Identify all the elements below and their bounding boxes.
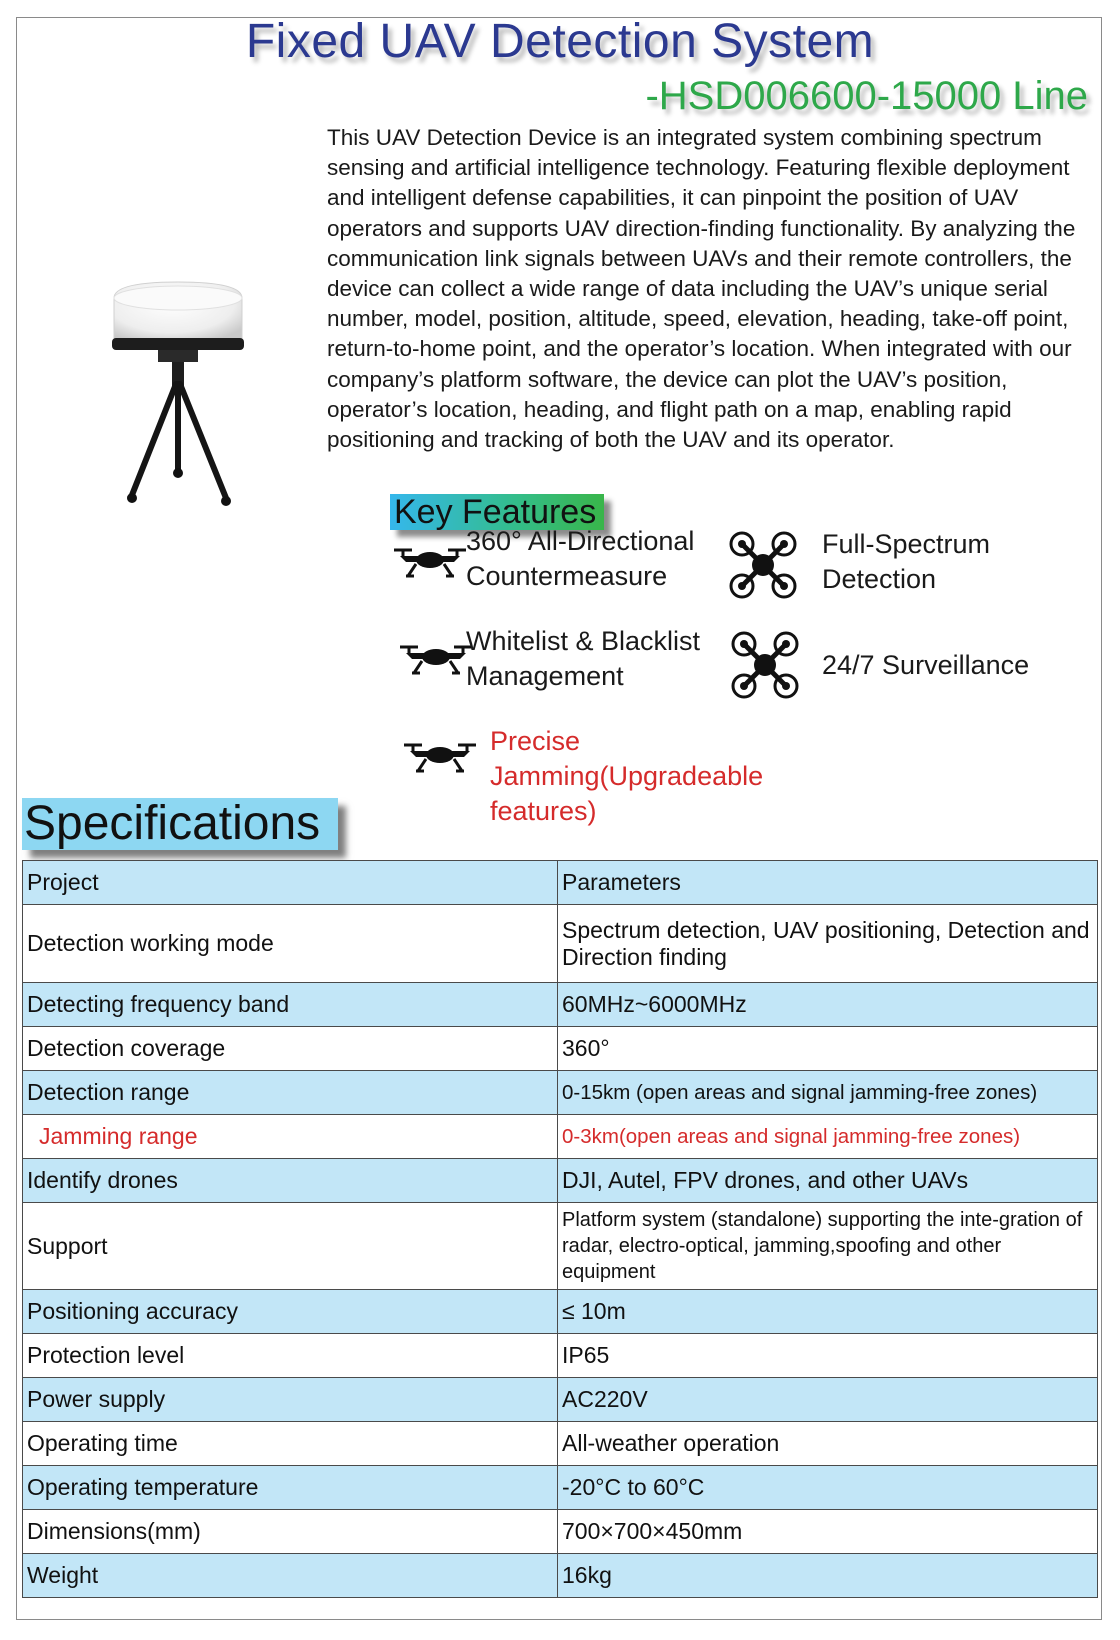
table-row <box>23 1378 1098 1422</box>
spec-project: Power supply <box>23 1378 558 1422</box>
table-row <box>23 1159 1098 1203</box>
table-row <box>23 1334 1098 1378</box>
spec-project: Protection level <box>23 1334 558 1378</box>
feature-whitelist-blacklist <box>398 624 700 694</box>
spec-project: Detection coverage <box>23 1027 558 1071</box>
spec-project: Dimensions(mm) <box>23 1510 558 1554</box>
spec-parameter: 360° <box>558 1027 1098 1071</box>
feature-label: features) <box>490 796 597 826</box>
table-row <box>23 1203 1098 1290</box>
detector-product-image <box>108 280 258 520</box>
spec-project: Operating temperature <box>23 1466 558 1510</box>
spec-project: Positioning accuracy <box>23 1290 558 1334</box>
specifications-heading: Specifications <box>22 798 338 850</box>
spec-project: Support <box>23 1203 558 1290</box>
spec-project: Detection range <box>23 1071 558 1115</box>
feature-360-countermeasure <box>392 526 695 594</box>
feature-full-spectrum <box>728 530 990 600</box>
table-row <box>23 1115 1098 1159</box>
column-header-parameters: Parameters <box>558 861 1098 905</box>
specifications-table <box>22 860 1098 1598</box>
feature-label: Precise <box>490 726 581 756</box>
key-features-heading: Key Features <box>390 494 604 530</box>
spec-project: Weight <box>23 1554 558 1598</box>
table-row <box>23 1071 1098 1115</box>
spec-project: Identify drones <box>23 1159 558 1203</box>
feature-24-7-surveillance <box>730 630 1029 700</box>
feature-precise-jamming <box>402 724 763 829</box>
spec-parameter: Platform system (standalone) supporting the inte-gration of radar, electro-optical, jamming,spoofing and other equipment <box>558 1203 1098 1290</box>
spec-project: Operating time <box>23 1422 558 1466</box>
model-line-subtitle: -HSD006600-15000 Line <box>645 74 1088 118</box>
table-row <box>23 905 1098 983</box>
product-description: This UAV Detection Device is an integrated system combining spectrum sensing and artificial intelligence technology. Featuring flexible deployment and intelligent defense capabilities, it can pinpoint the position of UAV operators and supports UAV direction-finding functionality. By analyzing the communication link signals between UAVs and their remote controllers, the device can collect a wide range of data including the UAV’s unique serial number, model, position, altitude, speed, elevation, heading, take-off point, return-to-home point, and the operator’s location. When integrated with our company’s platform software, the device can plot the UAV’s position, operator’s location, heading, and flight path on a map, enabling rapid positioning and tracking of both the UAV and its operator. <box>327 125 1076 453</box>
table-row <box>23 1554 1098 1598</box>
feature-label: 360° All-Directional <box>466 526 695 556</box>
spec-parameter: ≤ 10m <box>558 1290 1098 1334</box>
feature-label: Detection <box>822 564 937 594</box>
quadcopter-top-icon <box>730 630 800 700</box>
feature-label: Jamming(Upgradeable <box>490 761 764 791</box>
spec-parameter: IP65 <box>558 1334 1098 1378</box>
spec-project: Detection working mode <box>23 905 558 983</box>
spec-parameter: 0-15km (open areas and signal jamming-free zones) <box>558 1071 1098 1115</box>
column-header-project: Project <box>23 861 558 905</box>
feature-label: Management <box>466 661 624 691</box>
spec-parameter: 700×700×450mm <box>558 1510 1098 1554</box>
table-row <box>23 1290 1098 1334</box>
spec-parameter: 60MHz~6000MHz <box>558 983 1098 1027</box>
spec-parameter: 16kg <box>558 1554 1098 1598</box>
table-row <box>23 1422 1098 1466</box>
table-header-row <box>23 861 1098 905</box>
quadcopter-top-icon <box>728 530 798 600</box>
spec-parameter: DJI, Autel, FPV drones, and other UAVs <box>558 1159 1098 1203</box>
drone-side-icon <box>402 737 478 777</box>
feature-label: 24/7 Surveillance <box>822 649 1030 680</box>
page-title: Fixed UAV Detection System <box>245 15 875 68</box>
spec-project: Detecting frequency band <box>23 983 558 1027</box>
table-row <box>23 1466 1098 1510</box>
feature-label: Countermeasure <box>466 561 668 591</box>
feature-label: Whitelist & Blacklist <box>466 626 701 656</box>
spec-parameter: All-weather operation <box>558 1422 1098 1466</box>
drone-side-icon <box>392 542 468 582</box>
feature-label: Full-Spectrum <box>822 529 991 559</box>
spec-parameter: -20°C to 60°C <box>558 1466 1098 1510</box>
spec-parameter: 0-3km(open areas and signal jamming-free zones) <box>558 1115 1098 1159</box>
spec-parameter: Spectrum detection, UAV positioning, Detection and Direction finding <box>558 905 1098 983</box>
spec-project: Jamming range <box>23 1115 558 1159</box>
table-row <box>23 983 1098 1027</box>
table-row <box>23 1510 1098 1554</box>
drone-side-icon <box>398 639 474 679</box>
table-row <box>23 1027 1098 1071</box>
spec-parameter: AC220V <box>558 1378 1098 1422</box>
